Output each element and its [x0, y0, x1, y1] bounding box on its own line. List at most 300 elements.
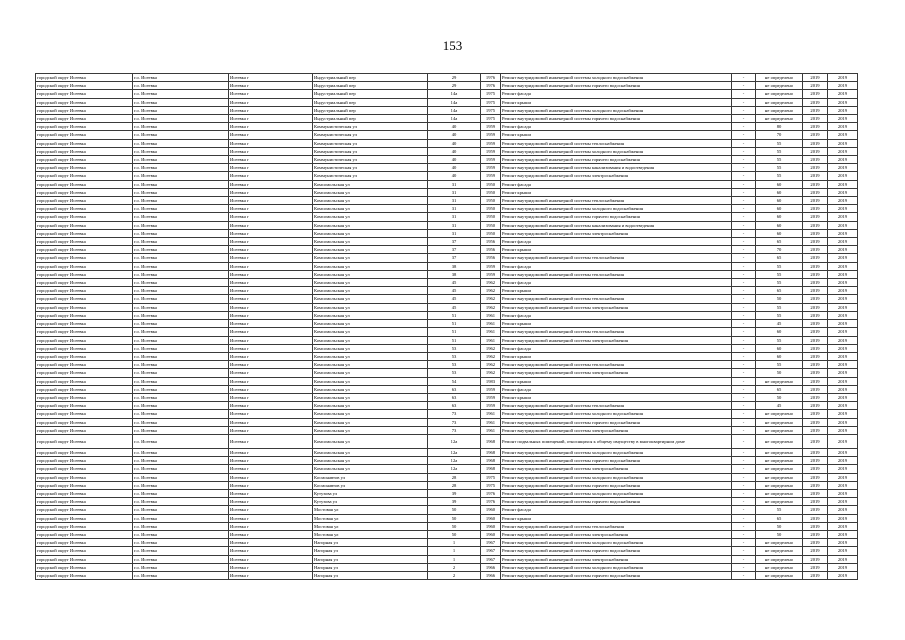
municipality-cell: городской округ Исеевка: [36, 426, 133, 434]
year-end-cell: 2019: [828, 522, 858, 530]
municipality-cell: городской округ Исеевка: [36, 328, 133, 336]
settlement-cell: г.о. Исеевка: [133, 213, 229, 221]
year-start-cell: 2019: [803, 448, 828, 456]
dash-cell: -: [732, 457, 756, 465]
work-type-cell: Ремонт подвальных помещений, относящихся к общему имуществу в многоквартирном доме: [501, 434, 732, 448]
settlement-cell: г.о. Исеевка: [133, 328, 229, 336]
year-end-cell: 2019: [828, 197, 858, 205]
build-year-cell: 1959: [481, 123, 501, 131]
table-row: [36, 563, 858, 571]
settlement-cell: г.о. Исеевка: [133, 489, 229, 497]
house-number-cell: 63: [428, 402, 481, 410]
table-row: [36, 205, 858, 213]
year-end-cell: 2019: [828, 229, 858, 237]
work-type-cell: Ремонт внутридомовой инженерной системы теплоснабжения: [501, 254, 732, 262]
work-type-cell: Ремонт внутридомовой инженерной системы электроснабжения: [501, 465, 732, 473]
locality-cell: Исеевка г: [229, 369, 313, 377]
settlement-cell: г.о. Исеевка: [133, 221, 229, 229]
dash-cell: -: [732, 229, 756, 237]
street-cell: Комсомольская ул: [313, 180, 428, 188]
locality-cell: Исеевка г: [229, 172, 313, 180]
settlement-cell: г.о. Исеевка: [133, 385, 229, 393]
municipality-cell: городской округ Исеевка: [36, 506, 133, 514]
house-number-cell: 40: [428, 123, 481, 131]
work-type-cell: Ремонт крыши: [501, 98, 732, 106]
house-number-cell: 31: [428, 197, 481, 205]
build-year-cell: 1960: [481, 522, 501, 530]
build-year-cell: 1961: [481, 336, 501, 344]
build-year-cell: 1959: [481, 393, 501, 401]
settlement-cell: г.о. Исеевка: [133, 481, 229, 489]
year-end-cell: 2019: [828, 328, 858, 336]
house-number-cell: 45: [428, 287, 481, 295]
dash-cell: -: [732, 361, 756, 369]
wear-cell: 55: [756, 506, 803, 514]
street-cell: Комсомольская ул: [313, 238, 428, 246]
table-row: [36, 74, 858, 82]
wear-cell: не определено: [756, 481, 803, 489]
year-start-cell: 2019: [803, 563, 828, 571]
year-end-cell: 2019: [828, 205, 858, 213]
work-type-cell: Ремонт внутридомовой инженерной системы горячего водоснабжения: [501, 547, 732, 555]
street-cell: Мостовая ул: [313, 530, 428, 538]
table-row: [36, 172, 858, 180]
work-type-cell: Ремонт крыши: [501, 188, 732, 196]
street-cell: Индустриальный пер: [313, 74, 428, 82]
wear-cell: 55: [756, 336, 803, 344]
work-type-cell: Ремонт крыши: [501, 320, 732, 328]
dash-cell: -: [732, 180, 756, 188]
year-end-cell: 2019: [828, 426, 858, 434]
locality-cell: Исеевка г: [229, 131, 313, 139]
work-type-cell: Ремонт внутридомовой инженерной системы электроснабжения: [501, 336, 732, 344]
build-year-cell: 1961: [481, 328, 501, 336]
settlement-cell: г.о. Исеевка: [133, 197, 229, 205]
year-end-cell: 2019: [828, 448, 858, 456]
table-row: [36, 352, 858, 360]
house-number-cell: 73: [428, 426, 481, 434]
year-end-cell: 2019: [828, 489, 858, 497]
street-cell: Нагорная ул: [313, 555, 428, 563]
locality-cell: Исеевка г: [229, 530, 313, 538]
work-type-cell: Ремонт внутридомовой инженерной системы холодного водоснабжения: [501, 539, 732, 547]
year-end-cell: 2019: [828, 498, 858, 506]
house-number-cell: 63: [428, 385, 481, 393]
street-cell: Комсомольская ул: [313, 410, 428, 418]
locality-cell: Исеевка г: [229, 123, 313, 131]
year-start-cell: 2019: [803, 279, 828, 287]
settlement-cell: г.о. Исеевка: [133, 498, 229, 506]
locality-cell: Исеевка г: [229, 522, 313, 530]
build-year-cell: 1975: [481, 90, 501, 98]
year-start-cell: 2019: [803, 410, 828, 418]
build-year-cell: 1961: [481, 418, 501, 426]
build-year-cell: 1967: [481, 555, 501, 563]
settlement-cell: г.о. Исеевка: [133, 188, 229, 196]
table-row: [36, 98, 858, 106]
dash-cell: -: [732, 172, 756, 180]
wear-cell: 65: [756, 238, 803, 246]
table-row: [36, 336, 858, 344]
wear-cell: 65: [756, 254, 803, 262]
house-number-cell: 1: [428, 555, 481, 563]
settlement-cell: г.о. Исеевка: [133, 295, 229, 303]
year-start-cell: 2019: [803, 115, 828, 123]
house-number-cell: 29: [428, 74, 481, 82]
settlement-cell: г.о. Исеевка: [133, 131, 229, 139]
settlement-cell: г.о. Исеевка: [133, 555, 229, 563]
street-cell: Космонавтов ул: [313, 481, 428, 489]
house-number-cell: 50: [428, 522, 481, 530]
table-row: [36, 473, 858, 481]
dash-cell: -: [732, 385, 756, 393]
dash-cell: -: [732, 393, 756, 401]
street-cell: Нагорная ул: [313, 571, 428, 579]
locality-cell: Исеевка г: [229, 188, 313, 196]
year-start-cell: 2019: [803, 418, 828, 426]
wear-cell: 55: [756, 164, 803, 172]
year-start-cell: 2019: [803, 188, 828, 196]
municipality-cell: городской округ Исеевка: [36, 287, 133, 295]
dash-cell: -: [732, 377, 756, 385]
wear-cell: не определено: [756, 547, 803, 555]
street-cell: Комсомольская ул: [313, 418, 428, 426]
dash-cell: -: [732, 410, 756, 418]
dash-cell: -: [732, 571, 756, 579]
municipality-cell: городской округ Исеевка: [36, 336, 133, 344]
settlement-cell: г.о. Исеевка: [133, 393, 229, 401]
year-start-cell: 2019: [803, 197, 828, 205]
table-row: [36, 254, 858, 262]
table-row: [36, 426, 858, 434]
table-row: [36, 361, 858, 369]
year-end-cell: 2019: [828, 539, 858, 547]
year-end-cell: 2019: [828, 287, 858, 295]
year-end-cell: 2019: [828, 369, 858, 377]
build-year-cell: 1959: [481, 385, 501, 393]
street-cell: Коммунистическая ул: [313, 156, 428, 164]
house-number-cell: 40: [428, 131, 481, 139]
dash-cell: -: [732, 547, 756, 555]
street-cell: Комсомольская ул: [313, 328, 428, 336]
wear-cell: не определено: [756, 90, 803, 98]
street-cell: Комсомольская ул: [313, 377, 428, 385]
year-start-cell: 2019: [803, 106, 828, 114]
work-type-cell: Ремонт внутридомовой инженерной системы горячего водоснабжения: [501, 213, 732, 221]
table-row: [36, 287, 858, 295]
street-cell: Индустриальный пер: [313, 90, 428, 98]
house-number-cell: 40: [428, 156, 481, 164]
locality-cell: Исеевка г: [229, 385, 313, 393]
street-cell: Комсомольская ул: [313, 254, 428, 262]
settlement-cell: г.о. Исеевка: [133, 473, 229, 481]
year-end-cell: 2019: [828, 303, 858, 311]
house-number-cell: 40: [428, 147, 481, 155]
build-year-cell: 1975: [481, 473, 501, 481]
wear-cell: не определено: [756, 82, 803, 90]
house-number-cell: 31: [428, 229, 481, 237]
settlement-cell: г.о. Исеевка: [133, 147, 229, 155]
street-cell: Мостовая ул: [313, 522, 428, 530]
house-number-cell: 2: [428, 563, 481, 571]
table-row: [36, 82, 858, 90]
street-cell: Комсомольская ул: [313, 402, 428, 410]
wear-cell: 60: [756, 352, 803, 360]
year-end-cell: 2019: [828, 418, 858, 426]
settlement-cell: г.о. Исеевка: [133, 530, 229, 538]
locality-cell: Исеевка г: [229, 336, 313, 344]
settlement-cell: г.о. Исеевка: [133, 426, 229, 434]
house-number-cell: 37: [428, 246, 481, 254]
year-end-cell: 2019: [828, 377, 858, 385]
year-start-cell: 2019: [803, 336, 828, 344]
table-row: [36, 328, 858, 336]
work-type-cell: Ремонт внутридомовой инженерной системы горячего водоснабжения: [501, 82, 732, 90]
build-year-cell: 1959: [481, 139, 501, 147]
work-type-cell: Ремонт фасада: [501, 180, 732, 188]
work-type-cell: Ремонт крыши: [501, 131, 732, 139]
municipality-cell: городской округ Исеевка: [36, 74, 133, 82]
dash-cell: -: [732, 489, 756, 497]
build-year-cell: 1968: [481, 434, 501, 448]
wear-cell: 50: [756, 522, 803, 530]
house-number-cell: 39: [428, 498, 481, 506]
build-year-cell: 1959: [481, 147, 501, 155]
work-type-cell: Ремонт внутридомовой инженерной системы горячего водоснабжения: [501, 481, 732, 489]
settlement-cell: г.о. Исеевка: [133, 303, 229, 311]
wear-cell: 60: [756, 180, 803, 188]
year-end-cell: 2019: [828, 457, 858, 465]
build-year-cell: 1959: [481, 131, 501, 139]
settlement-cell: г.о. Исеевка: [133, 246, 229, 254]
locality-cell: Исеевка г: [229, 221, 313, 229]
street-cell: Комсомольская ул: [313, 303, 428, 311]
wear-cell: 65: [756, 385, 803, 393]
wear-cell: 55: [756, 172, 803, 180]
work-type-cell: Ремонт внутридомовой инженерной системы теплоснабжения: [501, 197, 732, 205]
municipality-cell: городской округ Исеевка: [36, 98, 133, 106]
street-cell: Комсомольская ул: [313, 295, 428, 303]
build-year-cell: 1975: [481, 115, 501, 123]
build-year-cell: 1962: [481, 344, 501, 352]
table-row: [36, 539, 858, 547]
year-end-cell: 2019: [828, 311, 858, 319]
house-number-cell: 50: [428, 514, 481, 522]
table-row: [36, 522, 858, 530]
year-end-cell: 2019: [828, 320, 858, 328]
work-type-cell: Ремонт внутридомовой инженерной системы теплоснабжения: [501, 270, 732, 278]
wear-cell: не определено: [756, 489, 803, 497]
street-cell: Комсомольская ул: [313, 352, 428, 360]
house-number-cell: 50: [428, 530, 481, 538]
street-cell: Коммунистическая ул: [313, 147, 428, 155]
wear-cell: 60: [756, 213, 803, 221]
year-start-cell: 2019: [803, 139, 828, 147]
street-cell: Комсомольская ул: [313, 344, 428, 352]
year-end-cell: 2019: [828, 106, 858, 114]
year-end-cell: 2019: [828, 385, 858, 393]
street-cell: Индустриальный пер: [313, 106, 428, 114]
municipality-cell: городской округ Исеевка: [36, 448, 133, 456]
street-cell: Комсомольская ул: [313, 221, 428, 229]
year-end-cell: 2019: [828, 123, 858, 131]
dash-cell: -: [732, 418, 756, 426]
dash-cell: -: [732, 514, 756, 522]
municipality-cell: городской округ Исеевка: [36, 270, 133, 278]
dash-cell: -: [732, 369, 756, 377]
wear-cell: 55: [756, 262, 803, 270]
street-cell: Нагорная ул: [313, 539, 428, 547]
wear-cell: 60: [756, 328, 803, 336]
house-number-cell: 51: [428, 320, 481, 328]
house-number-cell: 73: [428, 418, 481, 426]
locality-cell: Исеевка г: [229, 514, 313, 522]
house-number-cell: 28: [428, 473, 481, 481]
settlement-cell: г.о. Исеевка: [133, 74, 229, 82]
table-row: [36, 246, 858, 254]
house-number-cell: 37: [428, 238, 481, 246]
street-cell: Комсомольская ул: [313, 320, 428, 328]
year-end-cell: 2019: [828, 465, 858, 473]
street-cell: Комсомольская ул: [313, 426, 428, 434]
table-row: [36, 481, 858, 489]
municipality-cell: городской округ Исеевка: [36, 188, 133, 196]
wear-cell: не определено: [756, 106, 803, 114]
build-year-cell: 1950: [481, 221, 501, 229]
settlement-cell: г.о. Исеевка: [133, 229, 229, 237]
municipality-cell: городской округ Исеевка: [36, 131, 133, 139]
house-number-cell: 2: [428, 571, 481, 579]
year-start-cell: 2019: [803, 205, 828, 213]
house-number-cell: 37: [428, 254, 481, 262]
settlement-cell: г.о. Исеевка: [133, 106, 229, 114]
locality-cell: Исеевка г: [229, 98, 313, 106]
table-row: [36, 197, 858, 205]
house-number-cell: 45: [428, 279, 481, 287]
year-start-cell: 2019: [803, 213, 828, 221]
locality-cell: Исеевка г: [229, 434, 313, 448]
settlement-cell: г.о. Исеевка: [133, 287, 229, 295]
street-cell: Комсомольская ул: [313, 262, 428, 270]
street-cell: Комсомольская ул: [313, 361, 428, 369]
municipality-cell: городской округ Исеевка: [36, 555, 133, 563]
house-number-cell: 31: [428, 205, 481, 213]
wear-cell: 55: [756, 270, 803, 278]
locality-cell: Исеевка г: [229, 498, 313, 506]
settlement-cell: г.о. Исеевка: [133, 238, 229, 246]
work-type-cell: Ремонт крыши: [501, 377, 732, 385]
locality-cell: Исеевка г: [229, 205, 313, 213]
year-start-cell: 2019: [803, 571, 828, 579]
year-start-cell: 2019: [803, 489, 828, 497]
build-year-cell: 1959: [481, 156, 501, 164]
locality-cell: Исеевка г: [229, 320, 313, 328]
street-cell: Индустриальный пер: [313, 115, 428, 123]
dash-cell: -: [732, 74, 756, 82]
house-number-cell: 31: [428, 188, 481, 196]
year-start-cell: 2019: [803, 369, 828, 377]
locality-cell: Исеевка г: [229, 473, 313, 481]
street-cell: Коммунистическая ул: [313, 139, 428, 147]
street-cell: Нагорная ул: [313, 563, 428, 571]
dash-cell: -: [732, 164, 756, 172]
municipality-cell: городской округ Исеевка: [36, 377, 133, 385]
house-number-cell: 51: [428, 336, 481, 344]
dash-cell: -: [732, 336, 756, 344]
municipality-cell: городской округ Исеевка: [36, 344, 133, 352]
settlement-cell: г.о. Исеевка: [133, 369, 229, 377]
table-row: [36, 90, 858, 98]
year-start-cell: 2019: [803, 522, 828, 530]
work-type-cell: Ремонт внутридомовой инженерной системы холодного водоснабжения: [501, 489, 732, 497]
year-end-cell: 2019: [828, 156, 858, 164]
work-type-cell: Ремонт внутридомовой инженерной системы теплоснабжения: [501, 522, 732, 530]
settlement-cell: г.о. Исеевка: [133, 352, 229, 360]
locality-cell: Исеевка г: [229, 147, 313, 155]
wear-cell: 50: [756, 530, 803, 538]
municipality-cell: городской округ Исеевка: [36, 473, 133, 481]
locality-cell: Исеевка г: [229, 74, 313, 82]
municipality-cell: городской округ Исеевка: [36, 147, 133, 155]
work-type-cell: Ремонт фасада: [501, 385, 732, 393]
locality-cell: Исеевка г: [229, 344, 313, 352]
work-type-cell: Ремонт внутридомовой инженерной системы теплоснабжения: [501, 295, 732, 303]
table-row: [36, 221, 858, 229]
dash-cell: -: [732, 481, 756, 489]
year-start-cell: 2019: [803, 344, 828, 352]
dash-cell: -: [732, 90, 756, 98]
year-start-cell: 2019: [803, 547, 828, 555]
build-year-cell: 1961: [481, 311, 501, 319]
wear-cell: не определено: [756, 473, 803, 481]
street-cell: Комсомольская ул: [313, 270, 428, 278]
settlement-cell: г.о. Исеевка: [133, 254, 229, 262]
build-year-cell: 1959: [481, 402, 501, 410]
table-row: [36, 303, 858, 311]
street-cell: Комсомольская ул: [313, 457, 428, 465]
house-number-cell: 63: [428, 393, 481, 401]
year-start-cell: 2019: [803, 246, 828, 254]
year-end-cell: 2019: [828, 188, 858, 196]
table-row: [36, 457, 858, 465]
build-year-cell: 1962: [481, 279, 501, 287]
build-year-cell: 1966: [481, 571, 501, 579]
build-year-cell: 1962: [481, 287, 501, 295]
house-number-cell: 40: [428, 164, 481, 172]
locality-cell: Исеевка г: [229, 197, 313, 205]
wear-cell: 55: [756, 156, 803, 164]
table-row: [36, 180, 858, 188]
table-row: [36, 530, 858, 538]
locality-cell: Исеевка г: [229, 254, 313, 262]
year-end-cell: 2019: [828, 295, 858, 303]
wear-cell: не определено: [756, 115, 803, 123]
dash-cell: -: [732, 287, 756, 295]
municipality-cell: городской округ Исеевка: [36, 221, 133, 229]
street-cell: Космонавтов ул: [313, 473, 428, 481]
table-row: [36, 555, 858, 563]
municipality-cell: городской округ Исеевка: [36, 434, 133, 448]
wear-cell: 65: [756, 287, 803, 295]
dash-cell: -: [732, 303, 756, 311]
wear-cell: 50: [756, 369, 803, 377]
dash-cell: -: [732, 320, 756, 328]
street-cell: Комсомольская ул: [313, 279, 428, 287]
wear-cell: не определено: [756, 448, 803, 456]
settlement-cell: г.о. Исеевка: [133, 361, 229, 369]
work-type-cell: Ремонт фасада: [501, 506, 732, 514]
house-number-cell: 1: [428, 539, 481, 547]
